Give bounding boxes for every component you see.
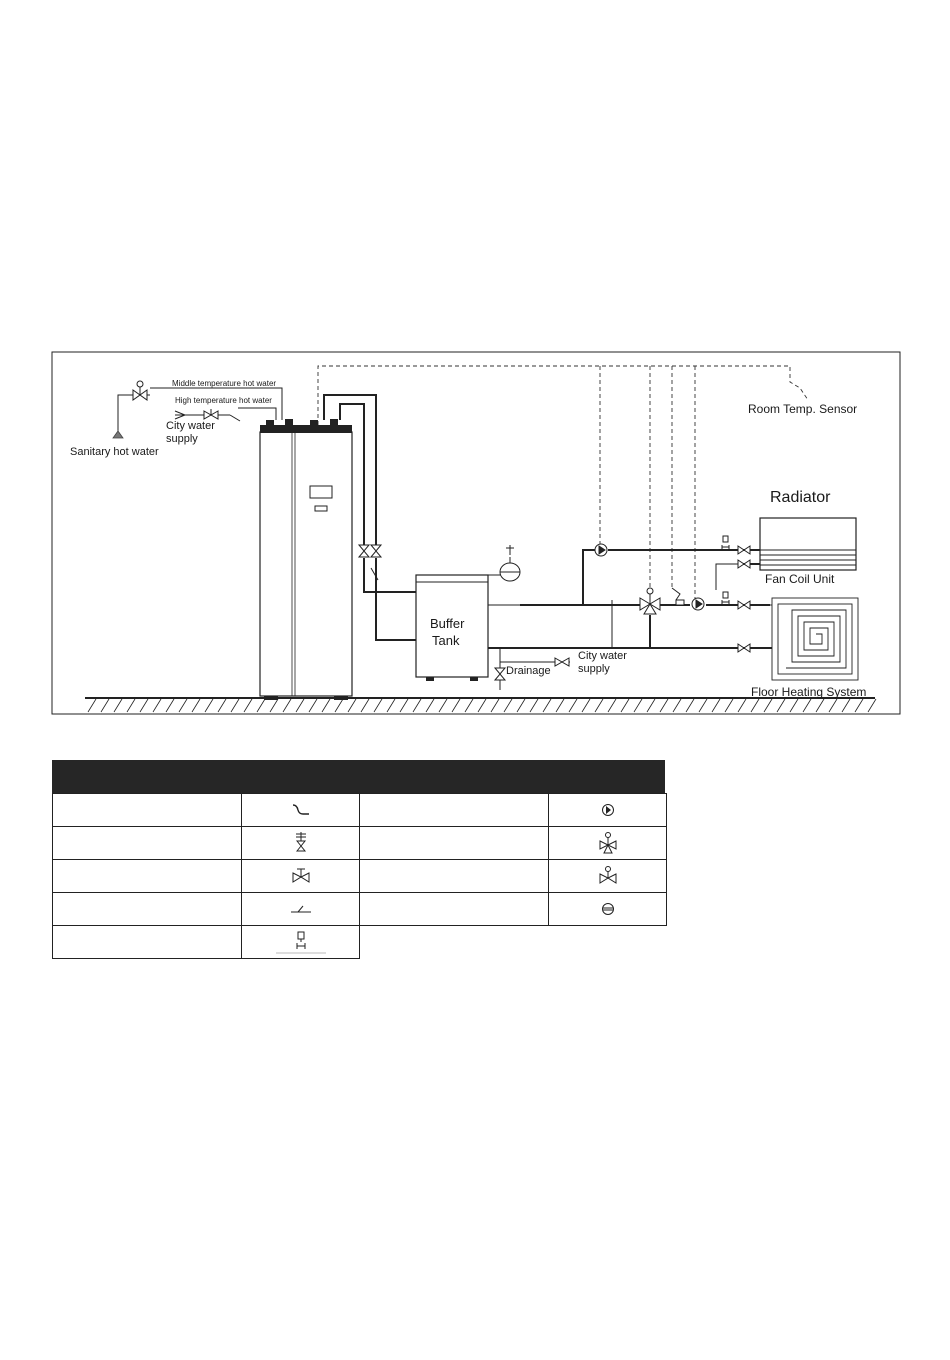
- ground-hatch-mark: [478, 699, 486, 712]
- city-water-valve-icon: [204, 409, 218, 419]
- ground-hatch-mark: [673, 699, 681, 712]
- ground-hatch-mark: [504, 699, 512, 712]
- radiator-valves: [722, 536, 750, 652]
- unit-stop-valves: [359, 545, 381, 580]
- ground-hatch-mark: [816, 699, 824, 712]
- legend-row: [53, 926, 667, 959]
- radiator: [760, 518, 856, 570]
- ground-hatch-mark: [868, 699, 876, 712]
- ground-hatch-mark: [374, 699, 382, 712]
- ground-hatch-mark: [855, 699, 863, 712]
- ground-hatch-mark: [231, 699, 239, 712]
- ground-hatch-mark: [296, 699, 304, 712]
- expansion-tank-icon: [600, 901, 616, 917]
- radiator-label: Radiator: [770, 489, 831, 506]
- city-water-supply-top-line1: City water: [166, 420, 215, 432]
- middle-temp-hot-water-label: Middle temperature hot water: [172, 379, 277, 388]
- city-water-supply-top-line2: supply: [166, 433, 198, 445]
- ground-hatch-mark: [348, 699, 356, 712]
- ground-hatch-mark: [244, 699, 252, 712]
- three-way-motor-valve-icon: [640, 588, 684, 614]
- two-way-motor-valve-icon: [598, 865, 618, 887]
- ground-hatch-mark: [751, 699, 759, 712]
- legend-row: [53, 893, 667, 926]
- ground-hatch-mark: [192, 699, 200, 712]
- legend-name-cell: [360, 794, 549, 827]
- ground-hatch-mark: [283, 699, 291, 712]
- stop-valve-icon: [291, 867, 311, 885]
- legend-header: [52, 760, 665, 793]
- check-valve-icon: [289, 903, 313, 915]
- three-way-motor-valve-icon: [598, 831, 618, 855]
- fan-coil-unit-label: Fan Coil Unit: [765, 572, 835, 586]
- ground-hatch-mark: [569, 699, 577, 712]
- legend-name-cell: [360, 860, 549, 893]
- flexible-hose-icon: [289, 802, 313, 818]
- city-water-supply-bottom-line2: supply: [578, 663, 610, 675]
- buffer-tank-label-line2: Tank: [432, 633, 460, 648]
- ground-hatch-mark: [790, 699, 798, 712]
- legend-name-cell: [53, 794, 242, 827]
- legend-name-cell: [53, 860, 242, 893]
- floor-heating-system-label: Floor Heating System: [751, 685, 867, 699]
- ground: [85, 698, 876, 712]
- legend-table: [52, 793, 667, 959]
- heat-pump-unit: [260, 419, 352, 700]
- ground-hatch-mark: [153, 699, 161, 712]
- ground-hatch-mark: [257, 699, 265, 712]
- room-sensor-wiring: [318, 366, 808, 600]
- ground-hatch-mark: [686, 699, 694, 712]
- ground-hatch-mark: [413, 699, 421, 712]
- ground-hatch-mark: [829, 699, 837, 712]
- ground-hatch-mark: [530, 699, 538, 712]
- legend-row: [53, 860, 667, 893]
- ground-hatch-mark: [764, 699, 772, 712]
- ground-hatch-mark: [660, 699, 668, 712]
- ground-hatch-mark: [621, 699, 629, 712]
- ground-hatch-mark: [322, 699, 330, 712]
- expansion-tank-icon: [488, 545, 520, 581]
- ground-hatch-mark: [127, 699, 135, 712]
- buffer-tank: [416, 575, 488, 681]
- ground-hatch-mark: [218, 699, 226, 712]
- ground-hatch-mark: [335, 699, 343, 712]
- ground-hatch-mark: [712, 699, 720, 712]
- city-water-supply-bottom-line1: City water: [578, 650, 627, 662]
- legend-name-cell: [53, 893, 242, 926]
- ground-hatch-mark: [88, 699, 96, 712]
- ground-hatch-mark: [426, 699, 434, 712]
- ground-hatch-mark: [101, 699, 109, 712]
- ground-hatch-mark: [361, 699, 369, 712]
- ground-hatch-mark: [140, 699, 148, 712]
- room-temp-sensor-label: Room Temp. Sensor: [748, 402, 858, 416]
- legend-name-cell: [360, 893, 549, 926]
- ground-hatch-mark: [543, 699, 551, 712]
- ground-hatch-mark: [439, 699, 447, 712]
- ground-hatch-mark: [205, 699, 213, 712]
- ground-hatch-mark: [517, 699, 525, 712]
- drainage-label: Drainage: [506, 665, 551, 677]
- high-temp-hot-water-label: High temperature hot water: [175, 396, 272, 405]
- ground-hatch-mark: [803, 699, 811, 712]
- ground-hatch-mark: [491, 699, 499, 712]
- ground-hatch-mark: [166, 699, 174, 712]
- ground-hatch-mark: [309, 699, 317, 712]
- ground-hatch-mark: [738, 699, 746, 712]
- auto-air-vent-icon: [271, 929, 331, 955]
- ground-hatch-mark: [400, 699, 408, 712]
- ground-hatch-mark: [179, 699, 187, 712]
- ground-hatch-mark: [387, 699, 395, 712]
- ground-hatch-mark: [725, 699, 733, 712]
- sanitary-hot-water-label: Sanitary hot water: [70, 446, 159, 458]
- ground-hatch-mark: [634, 699, 642, 712]
- circulation-pump-icon: [600, 802, 616, 818]
- ground-hatch-mark: [582, 699, 590, 712]
- legend-row: [53, 794, 667, 827]
- ground-hatch-mark: [842, 699, 850, 712]
- legend-name-cell: [53, 926, 242, 959]
- buffer-tank-label-line1: Buffer: [430, 616, 465, 631]
- legend-name-cell: [360, 827, 549, 860]
- ground-hatch-mark: [647, 699, 655, 712]
- legend-row: [53, 827, 667, 860]
- ground-hatch-mark: [595, 699, 603, 712]
- ground-hatch-mark: [270, 699, 278, 712]
- ground-hatch-mark: [699, 699, 707, 712]
- ground-hatch-mark: [777, 699, 785, 712]
- ground-hatch-mark: [465, 699, 473, 712]
- ground-hatch-mark: [608, 699, 616, 712]
- floor-heating-coil: [760, 598, 858, 680]
- ground-hatch-mark: [556, 699, 564, 712]
- shower-head-icon: [113, 431, 123, 438]
- ground-hatch-mark: [114, 699, 122, 712]
- legend-name-cell: [53, 827, 242, 860]
- mixing-valve-icon: [133, 381, 147, 400]
- ground-hatch-mark: [452, 699, 460, 712]
- safety-valve-icon: [293, 831, 309, 855]
- heating-piping: [324, 395, 772, 648]
